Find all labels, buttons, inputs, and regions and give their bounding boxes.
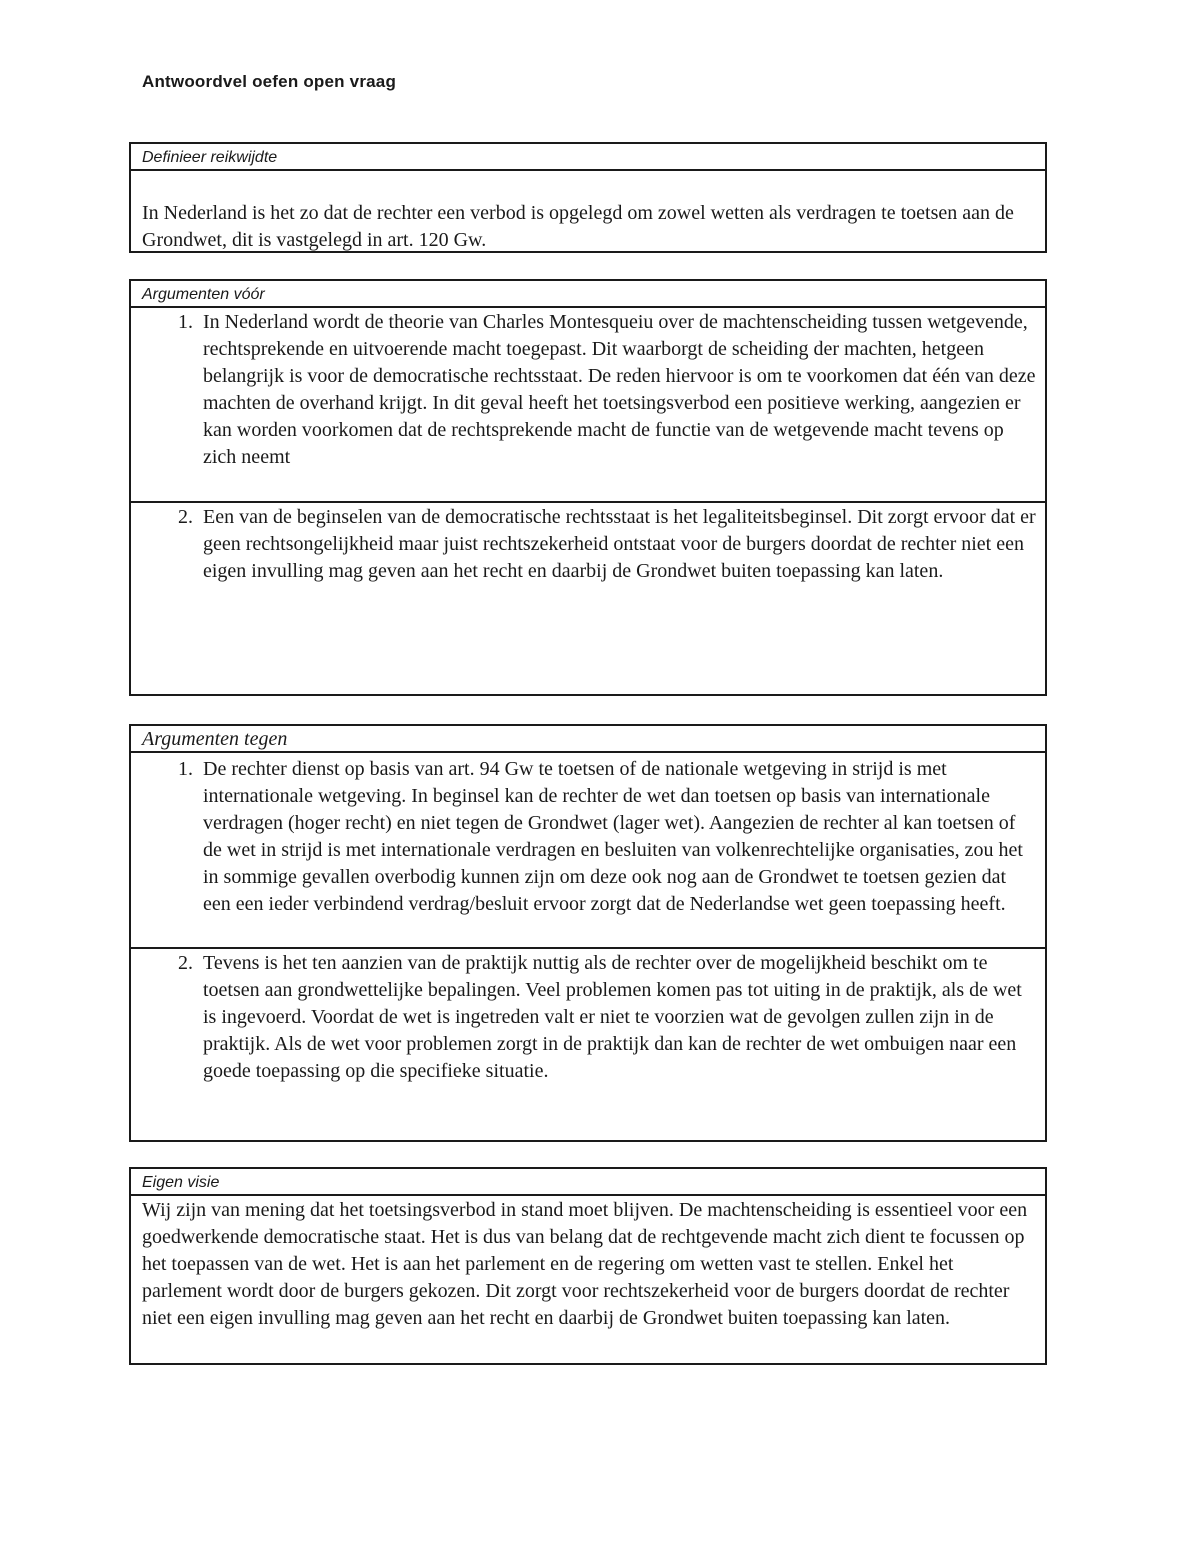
list-item [131,949,1045,1085]
list-item [131,753,1045,949]
list-item-number: 2. [178,952,193,974]
section-argumenten-voor [129,279,1047,696]
section-argumenten-tegen [129,724,1047,1142]
section-reikwijdte-heading: Definieer reikwijdte [131,144,1045,171]
list-item-number: 1. [178,758,193,780]
list-item [131,503,1045,585]
list-item-number: 2. [178,506,193,528]
list-item-number: 1. [178,311,193,333]
page-title: Antwoordvel oefen open vraag [142,72,397,91]
section-visie-body: Wij zijn van mening dat het toetsingsverbod in stand moet blijven. De machtenscheiding is essentieel voor een goedwerkende democratische staat. Het is dus van belang dat de rechtgevende macht zich dient te focussen op het toepassen van de wet. Het is aan het parlement en de regering om wetten vast te stellen. Enkel het parlement wordt door de burgers gekozen. Dit zorgt voor rechtszekerheid voor de burgers doordat de rechter niet een eigen invulling mag geven aan het recht en daarbij de Grondwet buiten toepassing kan laten. [142,1199,1028,1329]
list-item-text: Tevens is het ten aanzien van de praktijk nuttig als de rechter over de mogelijkheid beschikt om te toetsen aan grondwettelijke bepalingen. Veel problemen komen pas tot uiting in de praktijk, als de wet is ingevoerd. Voordat de wet is ingetreden valt er niet te voorzien wat de gevolgen zullen zijn in de praktijk. Als de wet voor problemen zorgt in de praktijk dan kan de rechter de wet ombuigen naar een goede toepassing op die specifieke situatie. [203,952,1022,1082]
list-item [131,308,1045,503]
section-voor-heading: Argumenten vóór [131,281,1045,308]
section-reikwijdte-body: In Nederland is het zo dat de rechter een verbod is opgelegd om zowel wetten als verdragen te toetsen aan de Grondwet, dit is vastgelegd in art. 120 Gw. [142,202,1014,251]
section-tegen-heading: Argumenten tegen [131,726,1045,753]
section-reikwijdte [129,142,1047,253]
list-item-text: De rechter dienst op basis van art. 94 Gw te toetsen of de nationale wetgeving in strijd is met internationale wetgeving. In beginsel kan de rechter de wet dan toetsen op basis van internationale verdragen (hoger recht) en niet tegen de Grondwet (lager wet). Aangezien de rechter al kan toetsen of de wet in strijd is met internationale verdragen en besluiten van volkenrechtelijke organisaties, zou het in sommige gevallen overbodig kunnen zijn om deze ook nog aan de Grondwet te toetsen gezien dat een een ieder verbindend verdrag/besluit ervoor zorgt dat de Nederlandse wet geen toepassing heeft. [203,758,1023,915]
list-item-text: Een van de beginselen van de democratische rechtsstaat is het legaliteitsbeginsel. Dit zorgt ervoor dat er geen rechtsongelijkheid maar juist rechtszekerheid ontstaat voor de burgers doordat de rechter niet een eigen invulling mag geven aan het recht en daarbij de Grondwet buiten toepassing kan laten. [203,506,1036,582]
section-eigen-visie [129,1167,1047,1365]
section-visie-heading: Eigen visie [131,1169,1045,1196]
list-item-text: In Nederland wordt de theorie van Charles Montesqueiu over de machtenscheiding tussen wetgevende, rechtsprekende en uitvoerende macht toegepast. Dit waarborgt de scheiding der machten, hetgeen belangrijk is voor de democratische rechtsstaat. De reden hiervoor is om te voorkomen dat één van deze machten de overhand krijgt. In dit geval heeft het toetsingsverbod een positieve werking, aangezien er kan worden voorkomen dat de rechtsprekende macht de functie van de wetgevende macht tevens op zich neemt [203,311,1036,468]
